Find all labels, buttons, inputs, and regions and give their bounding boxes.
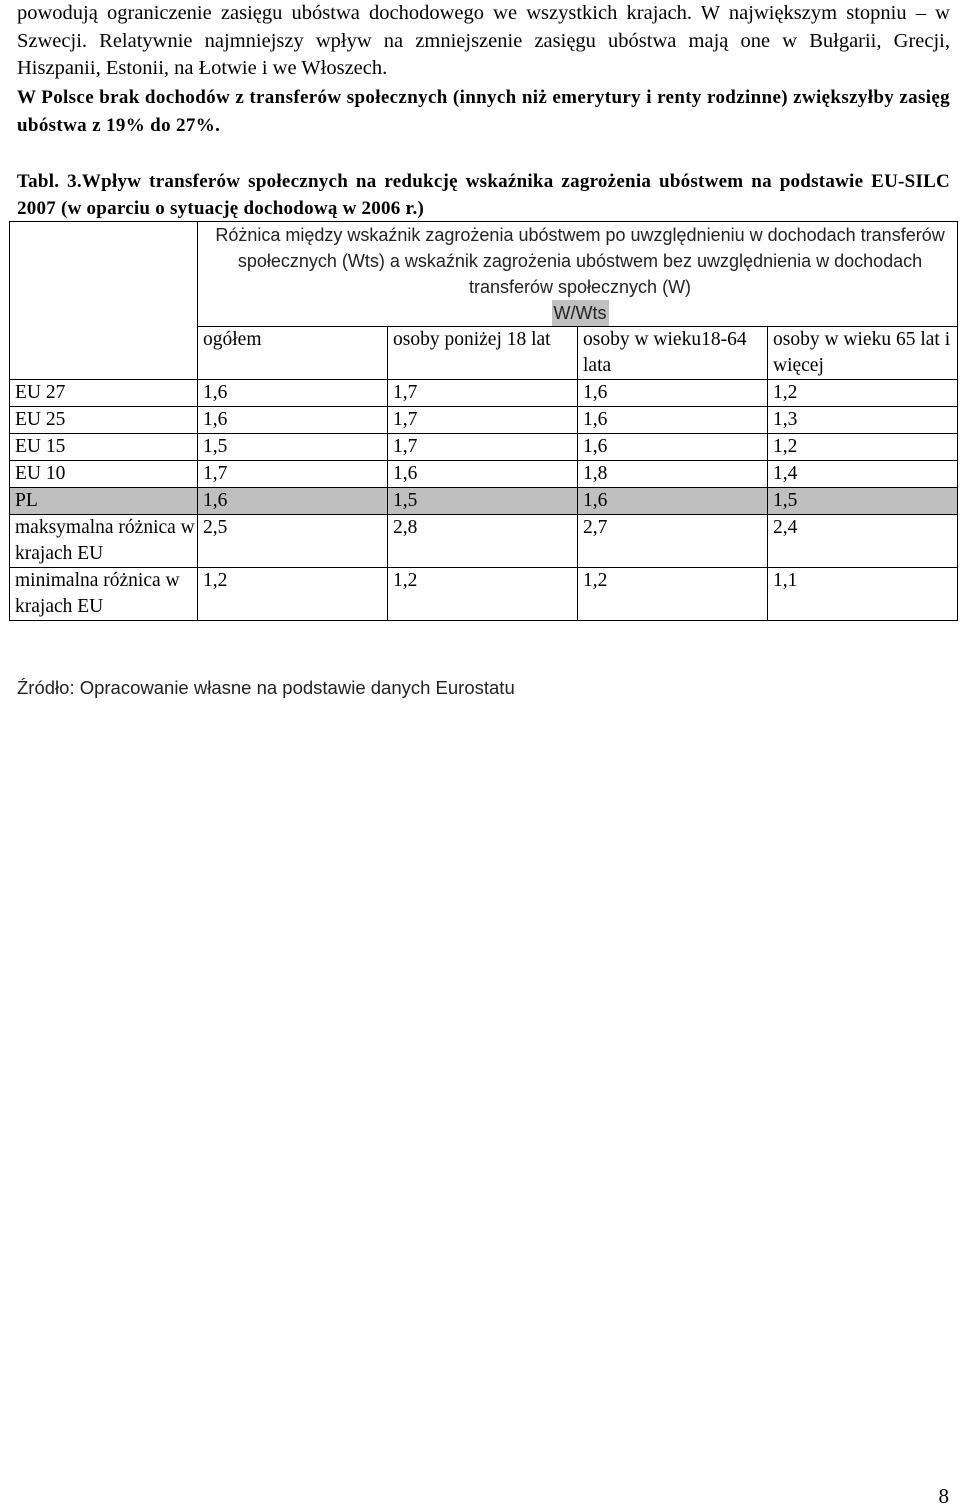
- header-description: Różnica między wskaźnik zagrożenia ubóstwem po uwzględnieniu w dochodach transferów społecznych (Wts) a wskaźnik zagrożenia ubóstwem bez uwzględnienia w dochodach transferów społecznych (W): [215, 225, 945, 297]
- cell-value: 1,7: [198, 461, 388, 488]
- cell-value: 1,7: [388, 380, 578, 407]
- column-header: osoby poniżej 18 lat: [388, 327, 578, 380]
- cell-value: 1,6: [198, 380, 388, 407]
- cell-value: 1,6: [578, 380, 768, 407]
- row-label: EU 10: [10, 461, 198, 488]
- header-ratio: W/Wts: [552, 300, 609, 326]
- table-row: [10, 461, 958, 488]
- cell-value: 2,4: [768, 515, 958, 568]
- row-label: EU 25: [10, 407, 198, 434]
- cell-value: 1,6: [578, 488, 768, 515]
- cell-value: 1,2: [578, 568, 768, 621]
- intro-paragraph: powodują ograniczenie zasięgu ubóstwa dochodowego we wszystkich krajach. W największym stopniu – w Szwecji. Relatywnie najmniejszy wpływ na zmniejszenie zasięgu ubóstwa mają one w Bułgarii, Grecji, Hiszpanii, Estonii, na Łotwie i we Włoszech.: [17, 2, 950, 79]
- cell-value: 1,1: [768, 568, 958, 621]
- column-header: ogółem: [198, 327, 388, 380]
- cell-value: 1,5: [198, 434, 388, 461]
- row-label: EU 15: [10, 434, 198, 461]
- header-empty-cell: [10, 222, 198, 380]
- table-row: [10, 380, 958, 407]
- cell-value: 1,7: [388, 434, 578, 461]
- cell-value: 1,2: [388, 568, 578, 621]
- table-row: [10, 568, 958, 621]
- cell-value: 2,8: [388, 515, 578, 568]
- cell-value: 1,6: [198, 407, 388, 434]
- table-source-note: Źródło: Opracowanie własne na podstawie danych Eurostatu: [17, 677, 515, 698]
- row-label: minimalna różnica w krajach EU: [10, 568, 198, 621]
- cell-value: 1,2: [768, 434, 958, 461]
- table-row-highlighted: [10, 488, 958, 515]
- table-row: [10, 407, 958, 434]
- intro-bold-paragraph: W Polsce brak dochodów z transferów społecznych (innych niż emerytury i renty rodzinne) zwiększyłby zasięg ubóstwa z 19% do 27%.: [17, 87, 950, 136]
- cell-value: 1,4: [768, 461, 958, 488]
- table-row: [10, 515, 958, 568]
- cell-value: 1,6: [578, 407, 768, 434]
- cell-value: 1,3: [768, 407, 958, 434]
- cell-value: 2,7: [578, 515, 768, 568]
- cell-value: 1,5: [388, 488, 578, 515]
- poverty-transfers-table: [9, 221, 958, 621]
- row-label: maksymalna różnica w krajach EU: [10, 515, 198, 568]
- column-header: osoby w wieku18-64 lata: [578, 327, 768, 380]
- page-number: 8: [938, 1484, 949, 1508]
- header-description-cell: [198, 222, 958, 327]
- column-header: osoby w wieku 65 lat i więcej: [768, 327, 958, 380]
- table-row: [10, 434, 958, 461]
- cell-value: 1,6: [388, 461, 578, 488]
- header-row-description: [10, 222, 958, 327]
- row-label: EU 27: [10, 380, 198, 407]
- cell-value: 1,8: [578, 461, 768, 488]
- cell-value: 1,2: [198, 568, 388, 621]
- cell-value: 1,6: [198, 488, 388, 515]
- table-caption: Tabl. 3.Wpływ transferów społecznych na redukcję wskaźnika zagrożenia ubóstwem na podstawie EU-SILC 2007 (w oparciu o sytuację dochodową w 2006 r.): [17, 171, 950, 219]
- cell-value: 1,5: [768, 488, 958, 515]
- cell-value: 1,7: [388, 407, 578, 434]
- cell-value: 1,2: [768, 380, 958, 407]
- cell-value: 1,6: [578, 434, 768, 461]
- cell-value: 2,5: [198, 515, 388, 568]
- row-label: PL: [10, 488, 198, 515]
